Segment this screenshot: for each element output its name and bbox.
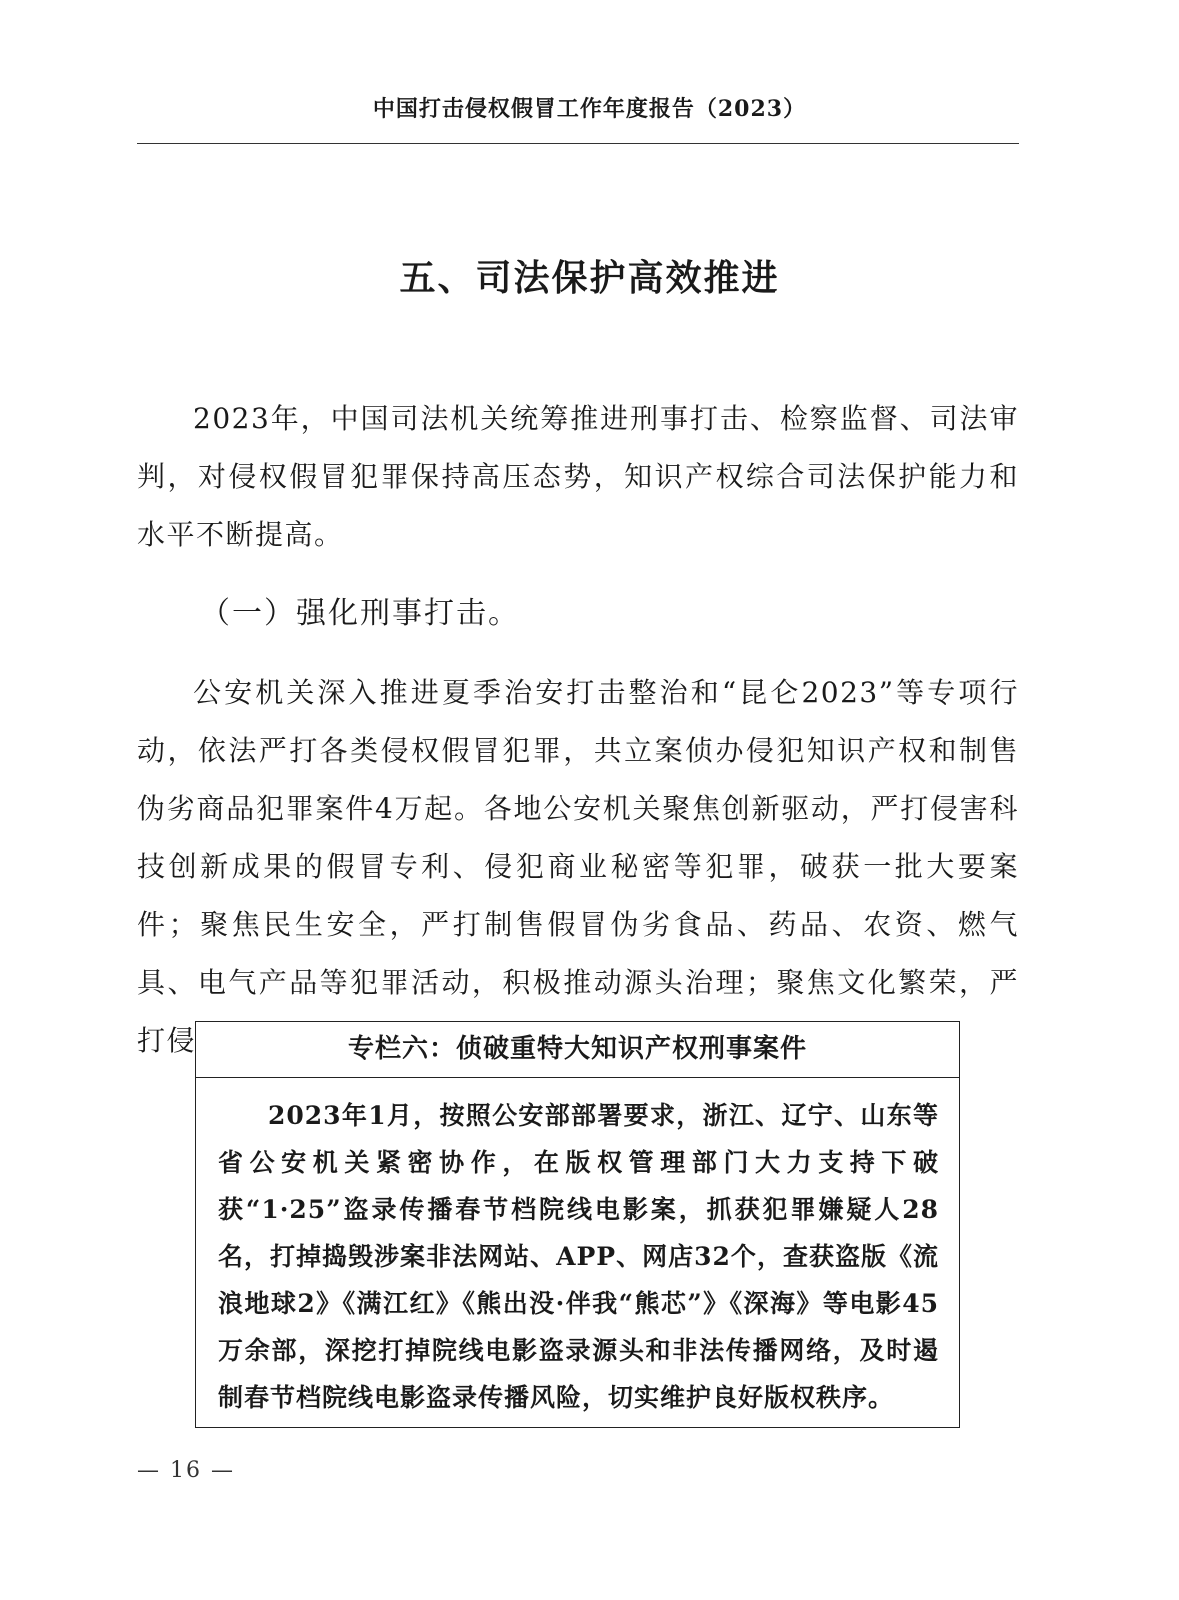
subsection-heading: （一）强化刑事打击。 [200,596,520,631]
subsection-paragraph: 公安机关深入推进夏季治安打击整治和“昆仑2023”等专项行动，依法严打各类侵权假冒犯罪，共立案侦办侵犯知识产权和制售伪劣商品犯罪案件4万起。各地公安机关聚焦创新驱动，严打侵害科技创新成果的假冒专利、侵犯商业秘密等犯罪，破获一批大要案件；聚焦民生安全，严打制售假冒伪劣食品、药品、农资、燃气具、电气产品等犯罪活动，积极推动源头治理；聚焦文化繁荣，严打侵 [137,676,1019,1057]
page-number: — 16 — [137,1458,235,1483]
sidebar-box-title: 专栏六：侦破重特大知识产权刑事案件 [196,1022,959,1078]
section-title: 五、司法保护高效推进 [399,257,780,299]
running-header: 中国打击侵权假冒工作年度报告（2023） [372,96,807,122]
sidebar-box-body: 2023年1月，按照公安部部署要求，浙江、辽宁、山东等省公安机关紧密协作，在版权管理部门大力支持下破获“1·25”盗录传播春节档院线电影案，抓获犯罪嫌疑人28名，打掉捣毁涉案非法网站、APP、网店32个，查获盗版《流浪地球2》《满江红》《熊出没·伴我“熊芯”》《深海》等电影45万余部，深挖打掉院线电影盗录源头和非法传播网络，及时遏制春节档院线电影盗录传播风险，切实维护良好版权秩序。 [218,1101,939,1412]
header-divider [137,143,1019,144]
sidebar-box [195,1021,960,1428]
intro-paragraph: 2023年，中国司法机关统筹推进刑事打击、检察监督、司法审判，对侵权假冒犯罪保持高压态势，知识产权综合司法保护能力和水平不断提高。 [137,402,1019,551]
